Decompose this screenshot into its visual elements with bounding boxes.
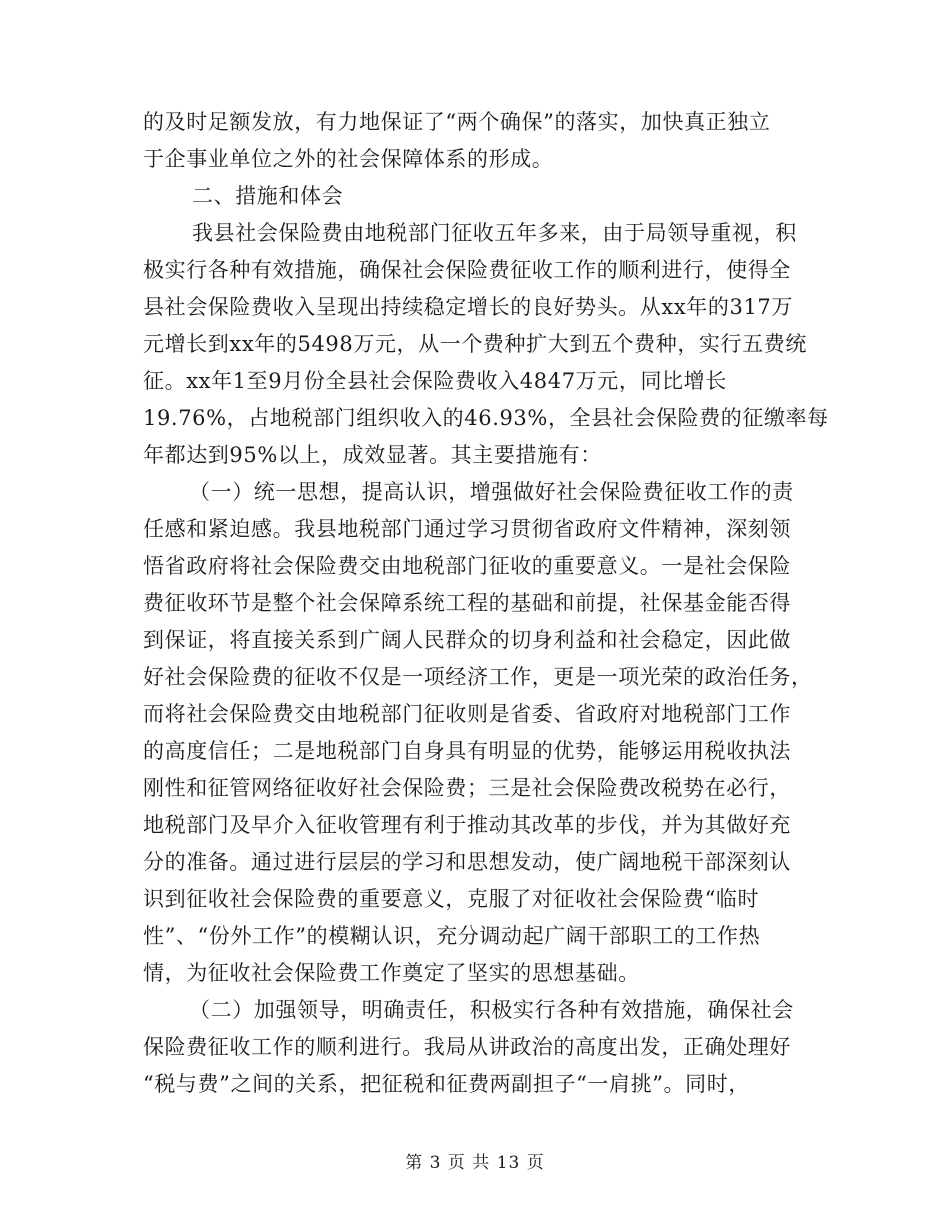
- body-text-line: 的高度信任；二是地税部门自身具有明显的优势，能够运用税收执法: [143, 739, 791, 763]
- body-text-line: 任感和紧迫感。我县地税部门通过学习贯彻省政府文件精神，深刻领: [143, 517, 791, 541]
- body-text-line: 县社会保险费收入呈现出持续稳定增长的良好势头。从xx年的317万: [143, 295, 793, 319]
- body-text-line: “税与费”之间的关系，把征税和征费两副担子“一肩挑”。同时，: [143, 1072, 750, 1096]
- subsection-heading: （一）统一思想，提高认识，增强做好社会保险费征收工作的责: [189, 480, 794, 504]
- subsection-heading: （二）加强领导，明确责任，积极实行各种有效措施，确保社会: [189, 998, 794, 1022]
- body-text-line: 元增长到xx年的5498万元，从一个费种扩大到五个费种，实行五费统: [143, 332, 807, 356]
- section-heading: 二、措施和体会: [192, 184, 344, 208]
- body-text-line: 分的准备。通过进行层层的学习和思想发动，使广阔地税干部深刻认: [143, 850, 791, 874]
- body-text-line: 保险费征收工作的顺利进行。我局从讲政治的高度出发，正确处理好: [143, 1035, 791, 1059]
- body-text-line: 年都达到95%以上，成效显著。其主要措施有：: [143, 443, 602, 467]
- body-text-line: 的及时足额发放，有力地保证了“两个确保”的落实，加快真正独立: [143, 110, 771, 134]
- body-text-line: 而将社会保险费交由地税部门征收则是省委、省政府对地税部门工作: [143, 702, 791, 726]
- body-text-line: 性”、“份外工作”的模糊认识，充分调动起广阔干部职工的工作热: [143, 924, 761, 948]
- body-text-line: 征。xx年1至9月份全县社会保险费收入4847万元，同比增长: [143, 369, 727, 393]
- body-text-line: 19.76%，占地税部门组织收入的46.93%，全县社会保险费的征缴率每: [143, 406, 829, 430]
- body-text-line: 情，为征收社会保险费工作奠定了坚实的思想基础。: [143, 961, 640, 985]
- body-text-line: 我县社会保险费由地税部门征收五年多来，由于局领导重视，积: [192, 221, 797, 245]
- body-text-line: 识到征收社会保险费的重要意义，克服了对征收社会保险费“临时: [143, 887, 760, 911]
- page-number-footer: 第 3 页 共 13 页: [405, 1153, 545, 1173]
- body-text-line: 于企事业单位之外的社会保障体系的形成。: [143, 147, 554, 171]
- body-text-line: 极实行各种有效措施，确保社会保险费征收工作的顺利进行，使得全: [143, 258, 791, 282]
- body-text-line: 到保证，将直接关系到广阔人民群众的切身利益和社会稳定，因此做: [143, 628, 791, 652]
- body-text-line: 费征收环节是整个社会保障系统工程的基础和前提，社保基金能否得: [143, 591, 791, 615]
- body-text-line: 好社会保险费的征收不仅是一项经济工作，更是一项光荣的政治任务，: [143, 665, 813, 689]
- body-text-line: 刚性和征管网络征收好社会保险费；三是社会保险费改税势在必行，: [143, 776, 791, 800]
- body-text-line: 地税部门及早介入征收管理有利于推动其改革的步伐，并为其做好充: [143, 813, 791, 837]
- body-text-line: 悟省政府将社会保险费交由地税部门征收的重要意义。一是社会保险: [143, 554, 791, 578]
